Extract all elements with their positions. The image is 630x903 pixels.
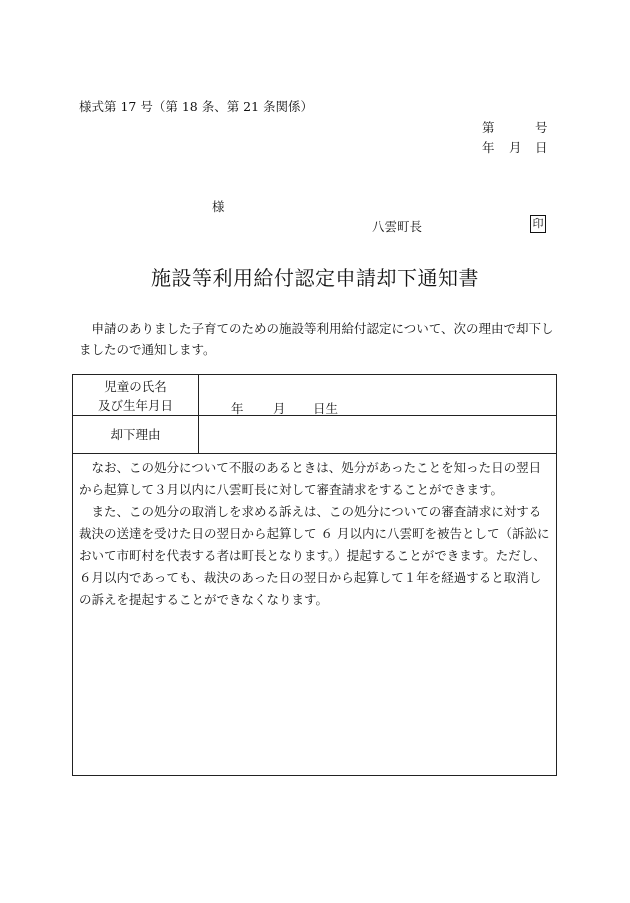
notice-table [72, 374, 557, 776]
table-column-divider [198, 375, 199, 453]
reason-label: 却下理由 [110, 427, 161, 442]
date-month-label: 月 [509, 140, 522, 155]
issuer-name: 八雲町長 [372, 219, 423, 234]
appeal-notice [79, 457, 553, 611]
birth-day-label: 日生 [313, 401, 339, 416]
birth-year-label: 年 [231, 401, 244, 416]
child-name-label: 児童の氏名 [104, 379, 167, 394]
seal-mark: 印 [530, 215, 546, 233]
appeal-notice-paragraph-2: また、この処分の取消しを求める訴えは、この処分についての審査請求に対する裁決の送達を受けた日の翌日から起算して ６ 月以内に八雲町を被告として（訴訟において市町村を代表する者は町長となります。）提起することができます。ただし、６月以内であっても、裁決のあった日の翌日から起算して１年を経過すると取消しの訴えを提起することができなくなります。 [79, 504, 550, 607]
addressee-suffix: 様 [212, 199, 225, 214]
document-title: 施設等利用給付認定申請却下通知書 [151, 266, 479, 290]
appeal-notice-paragraph-1: なお、この処分について不服のあるときは、処分があったことを知った日の翌日から起算して３月以内に八雲町長に対して審査請求をすることができます。 [79, 460, 542, 497]
child-birthdate-label: 及び生年月日 [97, 398, 173, 413]
doc-number-dai: 第 [482, 120, 495, 135]
child-label-cell [73, 377, 198, 415]
doc-number-go: 号 [535, 120, 548, 135]
form-number: 様式第 17 号（第 18 条、第 21 条関係） [79, 99, 314, 114]
date-day-label: 日 [535, 140, 548, 155]
birth-month-label: 月 [273, 401, 286, 416]
table-divider-2 [73, 453, 556, 454]
date-year-label: 年 [482, 140, 495, 155]
intro-text: 申請のありました子育てのための施設等利用給付認定について、次の理由で却下しましたので通知します。 [79, 321, 554, 357]
